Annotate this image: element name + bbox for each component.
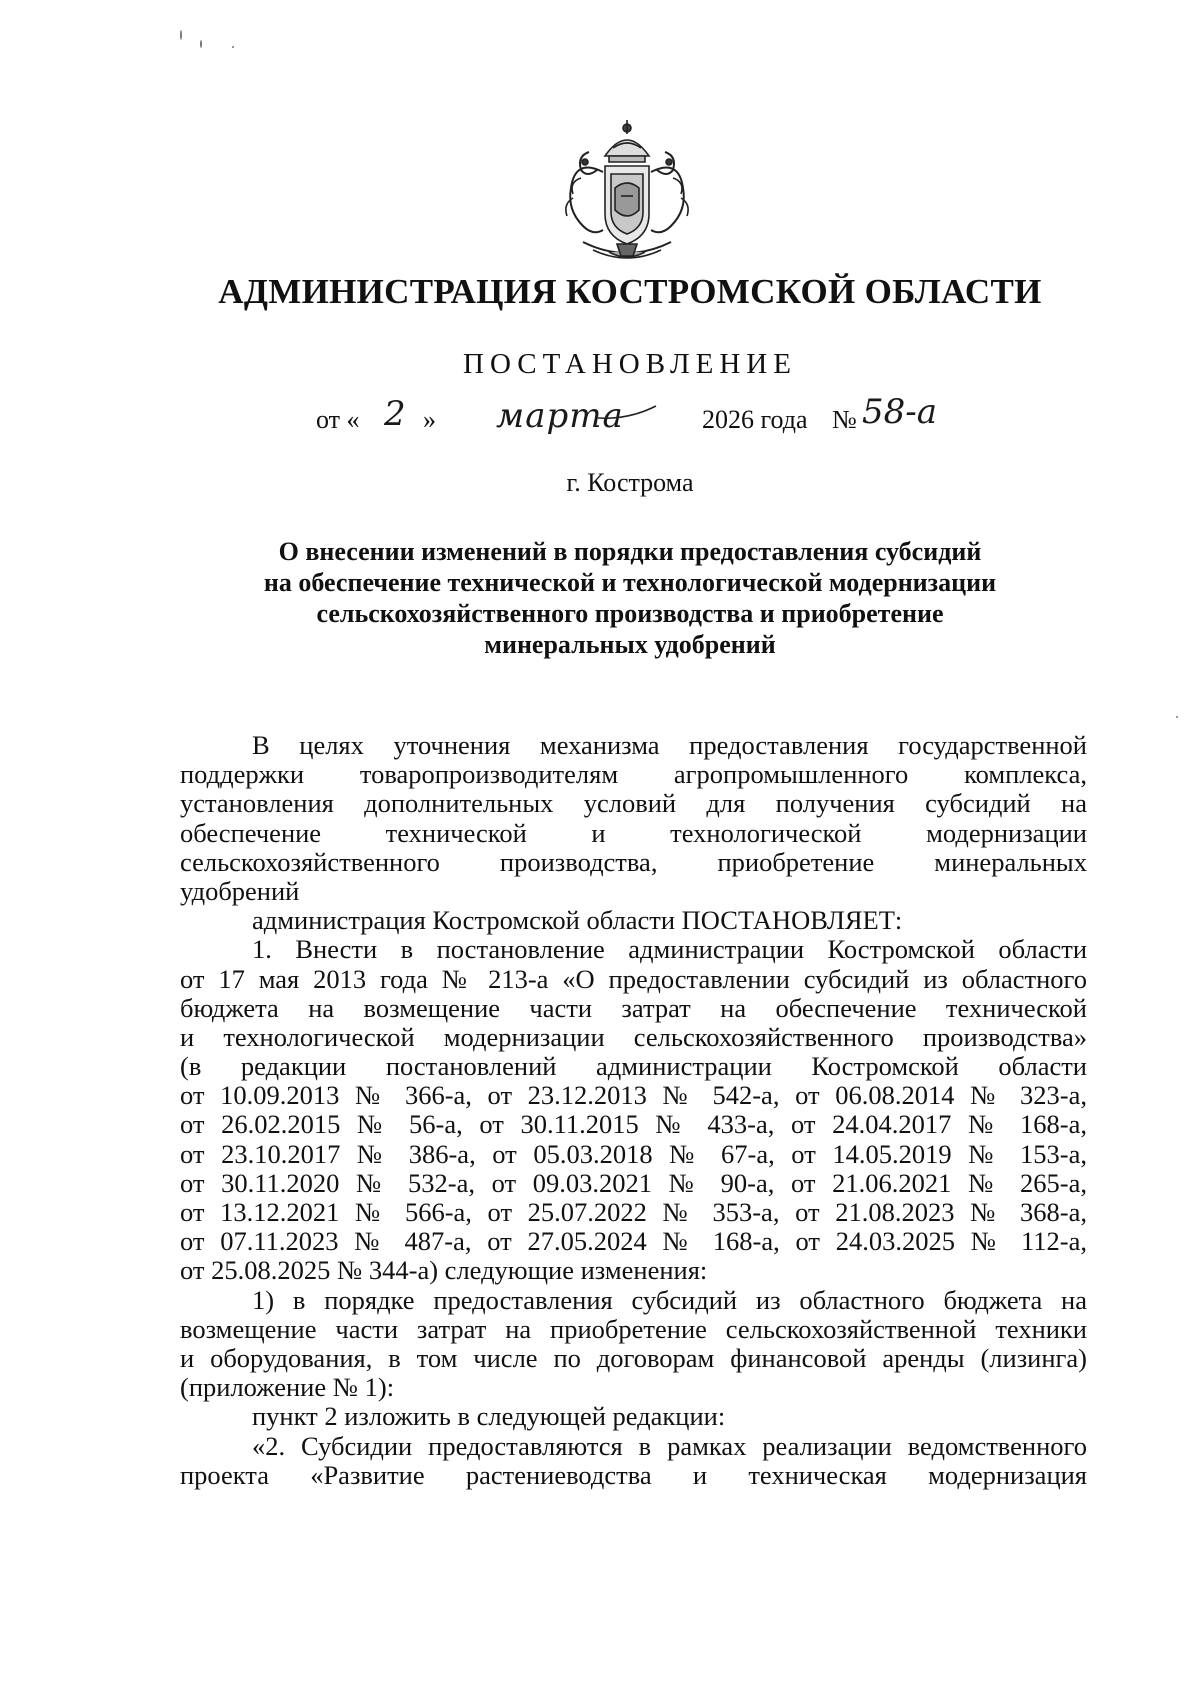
body-line: от 13.12.2021 № 566-а, от 25.07.2022 № 353-а, от 21.08.2023 № 368-а, <box>180 1197 1087 1227</box>
body-line: и технологической модернизации сельскохозяйственного производства» <box>180 1021 1087 1052</box>
heading-line: на обеспечение технической и технологической модернизации <box>263 568 997 597</box>
scan-speck <box>180 30 182 40</box>
body-line: В целях уточнения механизма предоставления государственной <box>252 730 1087 760</box>
body-line: от 30.11.2020 № 532-а, от 09.03.2021 № 90-а, от 21.06.2021 № 265-а, <box>180 1167 1087 1198</box>
body-line: возмещение части затрат на приобретение сельскохозяйственной техники <box>180 1313 1087 1344</box>
handwriting-flourish <box>598 398 658 422</box>
body-line: от 26.02.2015 № 56-а, от 30.11.2015 № 433-а, от 24.04.2017 № 168-а, <box>180 1109 1087 1140</box>
body-line: и оборудования, в том числе по договорам финансовой аренды (лизинга) <box>180 1342 1087 1373</box>
heading-line: О внесении изменений в порядки предоставления субсидий <box>278 537 982 566</box>
city-name: г. Кострома <box>566 468 694 497</box>
organization-title: АДМИНИСТРАЦИЯ КОСТРОМСКОЙ ОБЛАСТИ <box>218 272 1042 311</box>
body-line: поддержки товаропроизводителям агропромышленного комплекса, <box>180 759 1087 790</box>
date-prefix: от « <box>316 405 360 434</box>
body-line: обеспечение технической и технологической модернизации <box>180 817 1087 848</box>
body-line: от 07.11.2023 № 487-а, от 27.05.2024 № 168-а, от 24.03.2025 № 112-а, <box>180 1226 1087 1257</box>
document-heading <box>180 536 1080 660</box>
coat-of-arms-emblem <box>553 118 701 268</box>
date-year: 2026 года <box>702 405 808 434</box>
document-body <box>180 731 1087 1490</box>
date-day-close: » <box>423 405 436 434</box>
date-day-handwritten: 2 <box>384 394 406 434</box>
document-number-handwritten: 58-а <box>862 392 938 432</box>
number-sign: № <box>832 405 857 434</box>
body-line: (приложение № 1): <box>180 1372 395 1403</box>
body-line: проекта «Развитие растениеводства и техническая модернизация <box>180 1459 1087 1490</box>
heading-line: сельскохозяйственного производства и приобретение <box>316 599 944 628</box>
body-line: (в редакции постановлений администрации Костромской области <box>180 1051 1087 1082</box>
body-line: 1. Внести в постановление администрации Костромской области <box>252 934 1087 965</box>
body-line: от 10.09.2013 № 366-а, от 23.12.2013 № 542-а, от 06.08.2014 № 323-а, <box>180 1080 1087 1111</box>
body-line: от 17 мая 2013 года № 213-а «О предоставлении субсидий из областного <box>180 963 1087 994</box>
body-line: бюджета на возмещение части затрат на обеспечение технической <box>180 992 1087 1023</box>
body-line: удобрений <box>180 875 300 906</box>
body-line: 1) в порядке предоставления субсидий из областного бюджета на <box>252 1284 1087 1315</box>
date-month-handwritten: марта <box>496 396 624 436</box>
document-type: ПОСТАНОВЛЕНИЕ <box>463 348 797 380</box>
scan-speck <box>1176 716 1178 718</box>
body-line: пункт 2 изложить в следующей редакции: <box>252 1401 726 1432</box>
scan-speck <box>200 40 202 48</box>
body-line: от 23.10.2017 № 386-а, от 05.03.2018 № 67-а, от 14.05.2019 № 153-а, <box>180 1138 1087 1169</box>
scan-speck <box>232 46 234 48</box>
body-line: установления дополнительных условий для получения субсидий на <box>180 788 1087 819</box>
heading-line: минеральных удобрений <box>484 630 776 659</box>
body-line: «2. Субсидии предоставляются в рамках реализации ведомственного <box>252 1430 1087 1461</box>
body-line: сельскохозяйственного производства, приобретение минеральных <box>180 846 1087 877</box>
body-line: администрация Костромской области ПОСТАНОВЛЯЕТ: <box>252 905 903 936</box>
body-line: от 25.08.2025 № 344-а) следующие изменения: <box>180 1255 708 1286</box>
